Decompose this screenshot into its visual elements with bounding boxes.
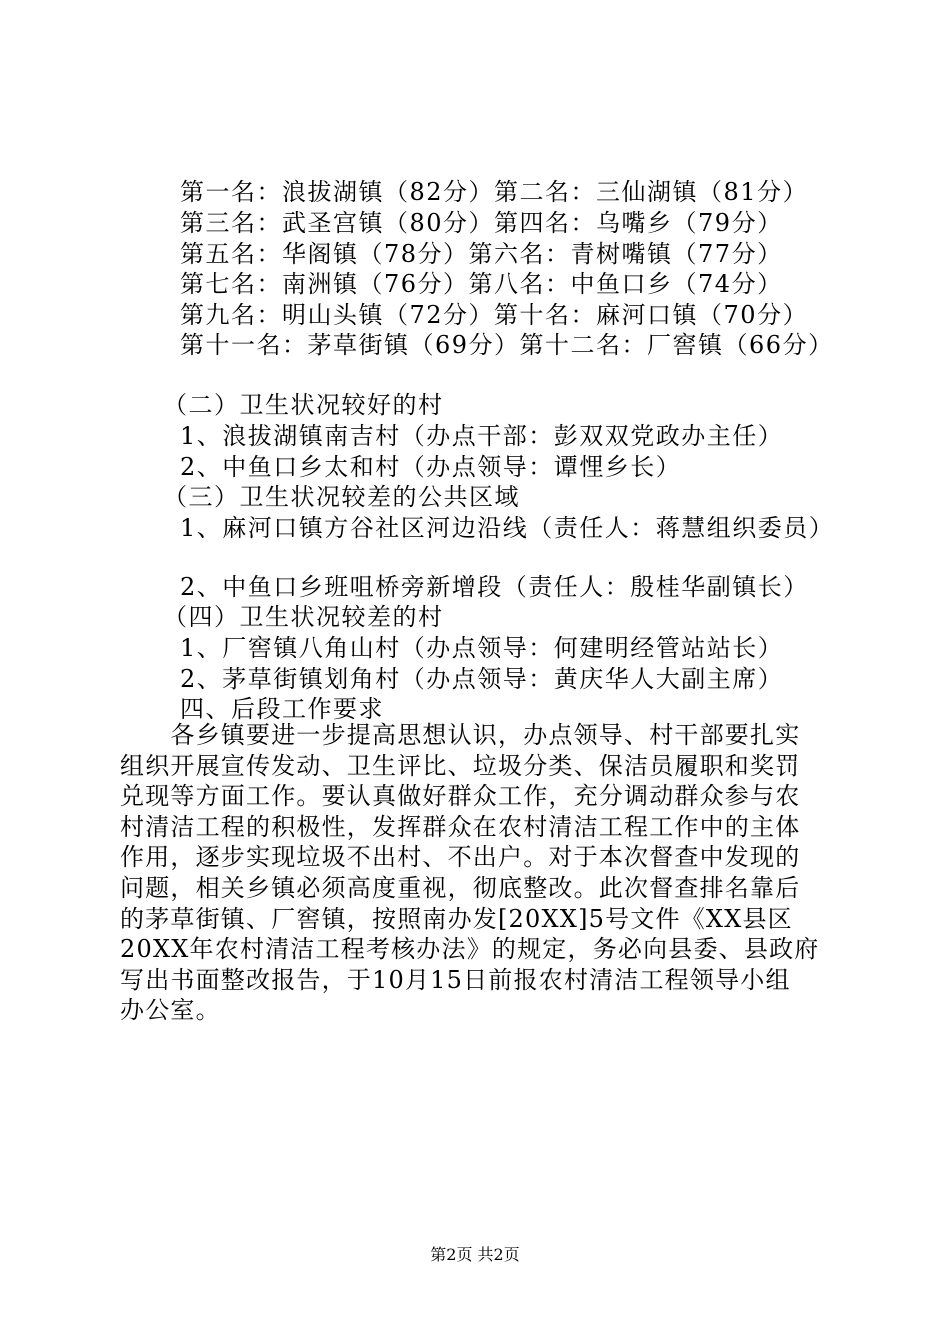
page-footer: 第2页 共2页 <box>430 1245 520 1264</box>
paragraph-line: 村清洁工程的积极性，发挥群众在农村清洁工程工作中的主体 <box>120 812 801 841</box>
part4-heading: 四、后段工作要求 <box>180 695 384 723</box>
paragraph-line: 作用，逐步实现垃圾不出村、不出户。对于本次督查中发现的 <box>120 843 801 872</box>
paragraph-line: 各乡镇要进一步提高思想认识，办点领导、村干部要扎实 <box>120 721 801 749</box>
section2-item-2: 2、中鱼口乡太和村（办点领导：谭悝乡长） <box>180 453 682 481</box>
section3-heading: （三）卫生状况较差的公共区域 <box>163 483 520 511</box>
paragraph-line: 的茅草街镇、厂窖镇，按照南办发[20XX]5号文件《XX县区 <box>120 904 793 933</box>
paragraph-line: 问题，相关乡镇必须高度重视，彻底整改。此次督查排名靠后 <box>120 873 801 902</box>
section2-item-1: 1、浪拔湖镇南吉村（办点干部：彭双双党政办主任） <box>180 422 784 450</box>
paragraph-line: 组织开展宣传发动、卫生评比、垃圾分类、保洁员履职和奖罚 <box>120 751 801 780</box>
section3-item-2: 2、中鱼口乡班咀桥旁新增段（责任人：殷桂华副镇长） <box>180 573 809 601</box>
ranking-line-2: 第三名：武圣宫镇（80分）第四名：乌嘴乡（79分） <box>180 209 783 237</box>
ranking-line-3: 第五名：华阁镇（78分）第六名：青树嘴镇（77分） <box>180 240 783 268</box>
section4-item-1: 1、厂窖镇八角山村（办点领导：何建明经管站站长） <box>180 634 784 662</box>
paragraph-line: 写出书面整改报告，于10月15日前报农村清洁工程领导小组 <box>120 965 791 994</box>
section2-heading: （二）卫生状况较好的村 <box>163 391 444 419</box>
work-requirements-paragraph <box>120 720 832 1026</box>
ranking-line-4: 第七名：南洲镇（76分）第八名：中鱼口乡（74分） <box>180 270 783 298</box>
paragraph-line: 20XX年农村清洁工程考核办法》的规定，务必向县委、县政府 <box>120 935 820 964</box>
paragraph-line: 办公室。 <box>120 996 221 1025</box>
ranking-line-5: 第九名：明山头镇（72分）第十名：麻河口镇（70分） <box>180 301 809 329</box>
section4-item-2: 2、茅草街镇划角村（办点领导：黄庆华人大副主席） <box>180 665 784 693</box>
ranking-line-1: 第一名：浪拔湖镇（82分）第二名：三仙湖镇（81分） <box>180 178 809 206</box>
section3-item-1: 1、麻河口镇方谷社区河边沿线（责任人：蒋慧组织委员） <box>180 514 835 542</box>
section4-heading: （四）卫生状况较差的村 <box>163 603 444 631</box>
ranking-line-6: 第十一名：茅草街镇（69分）第十二名：厂窖镇（66分） <box>180 331 834 359</box>
paragraph-line: 兑现等方面工作。要认真做好群众工作，充分调动群众参与农 <box>120 782 801 811</box>
